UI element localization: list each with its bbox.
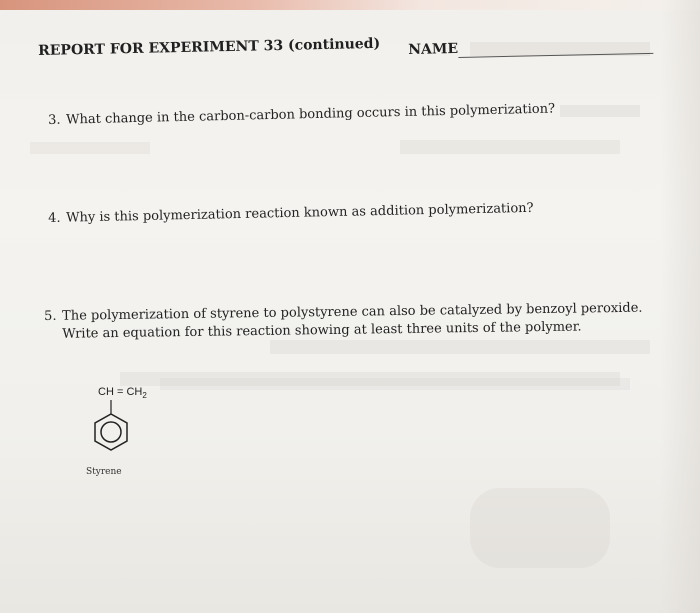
question-number: 5. xyxy=(44,308,57,324)
show-through-smudge xyxy=(400,140,620,154)
show-through-smudge xyxy=(560,105,640,117)
name-label: NAME xyxy=(408,40,459,58)
report-title: REPORT FOR EXPERIMENT 33 (continued) xyxy=(38,35,381,59)
question-text: What change in the carbon-carbon bonding occurs in this polymerization? xyxy=(66,101,556,128)
formula-subscript: 2 xyxy=(142,391,147,401)
question-3 xyxy=(48,100,555,128)
question-text-continued: Write an equation for this reaction showing at least three units of the polymer. xyxy=(62,319,582,342)
formula-double-bond: = xyxy=(116,386,124,398)
name-field[interactable] xyxy=(408,34,656,58)
question-number: 3. xyxy=(48,112,61,128)
aromatic-circle xyxy=(101,422,121,442)
show-through-smudge xyxy=(270,340,650,354)
show-through-smudge xyxy=(160,378,630,390)
show-through-smudge xyxy=(30,142,150,154)
benzene-ring-icon xyxy=(76,384,186,474)
page-shadow xyxy=(660,0,700,613)
question-text: The polymerization of styrene to polystyrene can also be catalyzed by benzoyl peroxide. xyxy=(62,300,643,324)
formula-ch: CH xyxy=(98,386,114,398)
show-through-smudge xyxy=(470,488,610,568)
question-5 xyxy=(44,300,643,344)
formula-ch2: CH xyxy=(126,386,143,398)
styrene-structure xyxy=(76,384,186,494)
question-text: Why is this polymerization reaction known as addition polymerization? xyxy=(66,200,534,226)
question-4 xyxy=(48,200,534,227)
hexagon-ring xyxy=(95,414,127,450)
styrene-caption: Styrene xyxy=(86,467,122,477)
question-number: 4. xyxy=(48,210,61,226)
torn-paper-strip xyxy=(0,0,700,10)
